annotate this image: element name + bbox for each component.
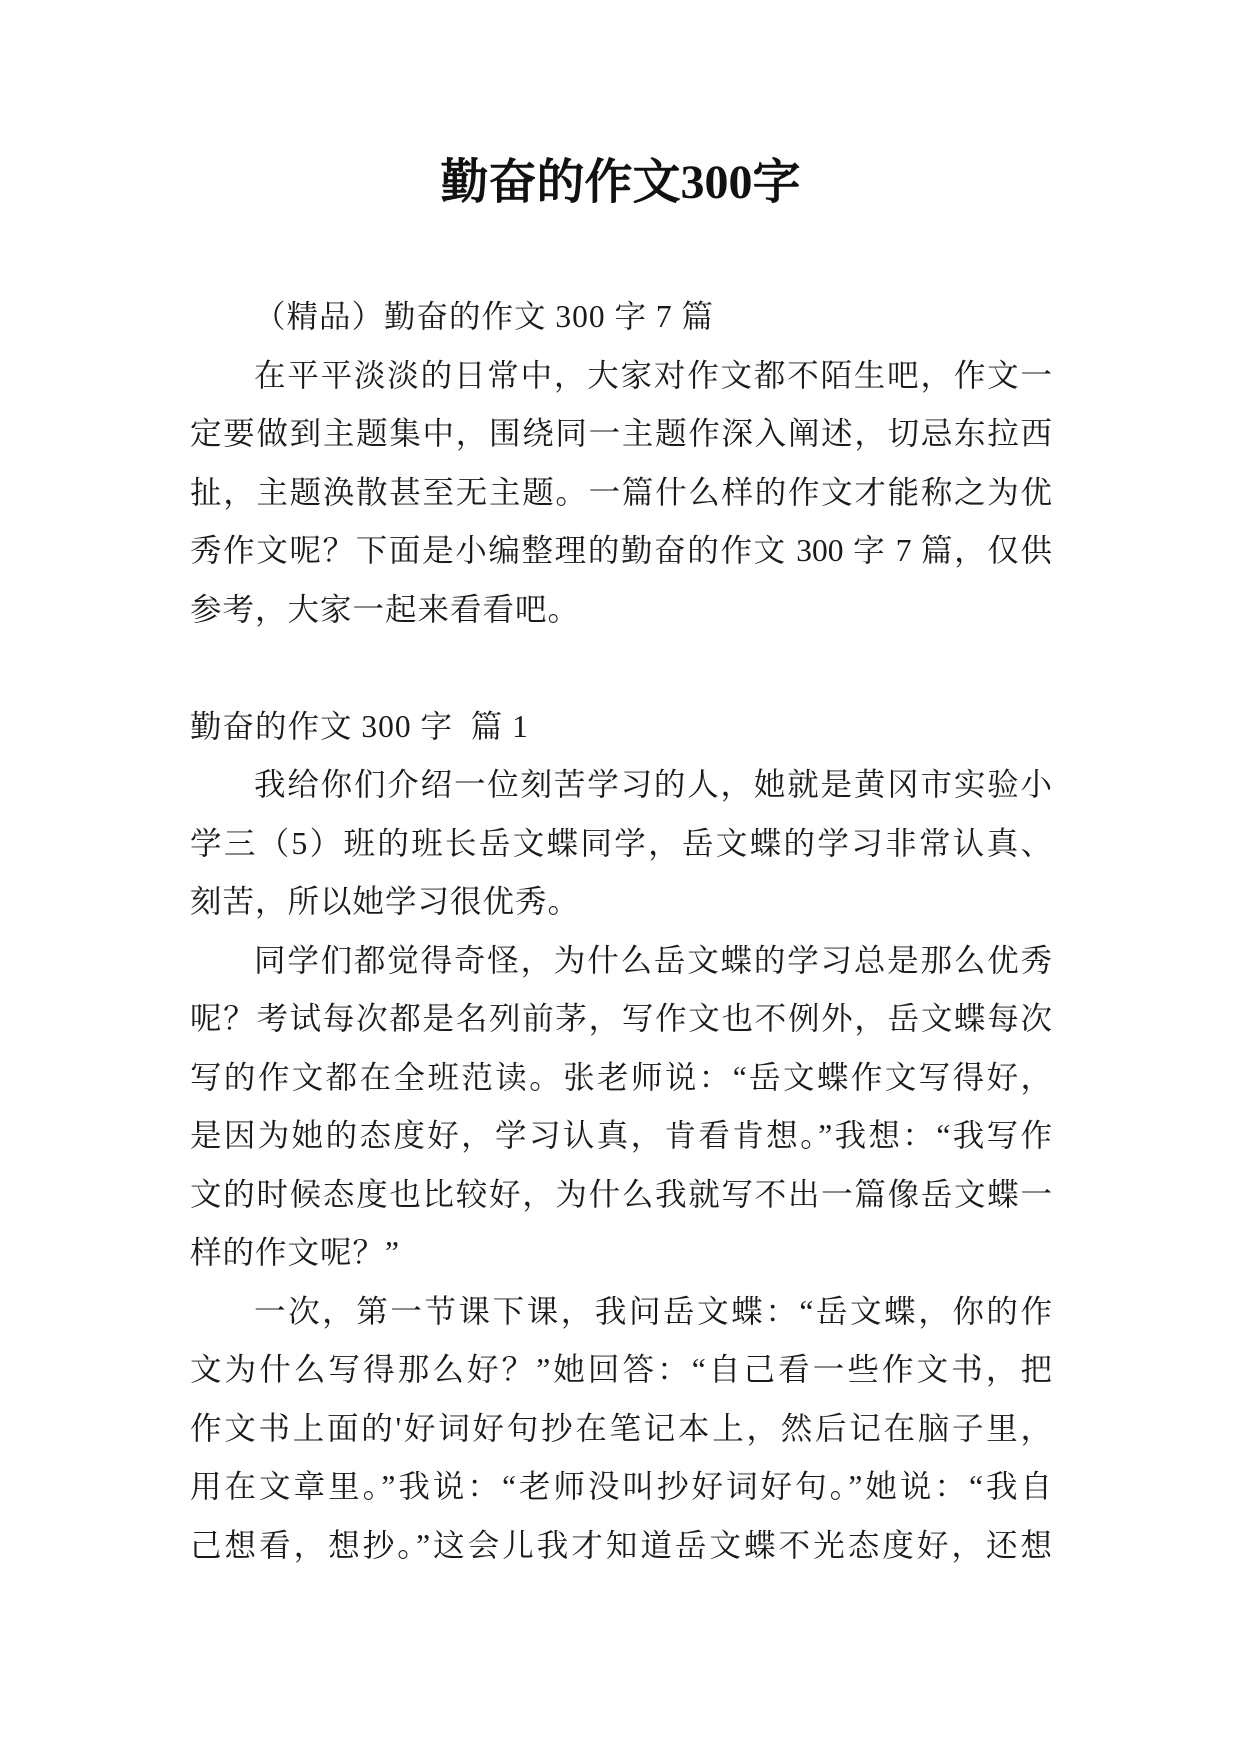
document-body: [190, 288, 1052, 1575]
paragraph: [190, 756, 1052, 932]
article-subtitle: （精品）勤奋的作文 300 字 7 篇: [254, 299, 715, 334]
paragraph-line: 作文书上面的'好词好句抄在笔记本上，然后记在脑子里，: [190, 1410, 1052, 1446]
paragraph-line: 文为什么写得那么好？”她回答：“自己看一些作文书，把: [190, 1352, 1052, 1387]
paragraph-line: 秀作文呢？下面是小编整理的勤奋的作文 300 字 7 篇，仅供: [190, 533, 1052, 568]
intro-paragraph: [190, 347, 1052, 640]
paragraph-line: 学三（5）班的班长岳文蝶同学，岳文蝶的学习非常认真、: [190, 825, 1052, 861]
paragraph-line: 定要做到主题集中，围绕同一主题作深入阐述，切忌东拉西: [190, 416, 1052, 451]
paragraph: [190, 1283, 1052, 1576]
paragraph-line: 一次，第一节课下课，我问岳文蝶：“岳文蝶，你的作: [254, 1293, 1052, 1329]
paragraph-line: 写的作文都在全班范读。张老师说：“岳文蝶作文写得好，: [190, 1059, 1052, 1095]
paragraph-line: 己想看，想抄。”这会儿我才知道岳文蝶不光态度好，还想: [190, 1527, 1052, 1563]
paragraph-line: 同学们都觉得奇怪，为什么岳文蝶的学习总是那么优秀: [254, 942, 1052, 978]
section-heading: 勤奋的作文 300 字 篇 1: [190, 708, 529, 744]
paragraph-line: 参考，大家一起来看看吧。: [190, 591, 581, 627]
paragraph-line: 是因为她的态度好，学习认真，肯看肯想。”我想：“我写作: [190, 1118, 1052, 1153]
paragraph-line: 在平平淡淡的日常中，大家对作文都不陌生吧，作文一: [254, 357, 1052, 393]
paragraph-line: 扯，主题涣散甚至无主题。一篇什么样的作文才能称之为优: [190, 474, 1052, 510]
paragraph: [190, 932, 1052, 1283]
paragraph-line: 刻苦，所以她学习很优秀。: [190, 884, 581, 919]
paragraph-line: 呢？考试每次都是名列前茅，写作文也不例外，岳文蝶每次: [190, 1001, 1052, 1036]
paragraph-spacer: [190, 639, 1052, 698]
paragraph-line: 用在文章里。”我说：“老师没叫抄好词好句。”她说：“我自: [190, 1469, 1052, 1504]
paragraph-line: 我给你们介绍一位刻苦学习的人，她就是黄冈市实验小: [254, 767, 1052, 802]
paragraph-line: 样的作文呢？”: [190, 1235, 400, 1270]
paragraph-line: 文的时候态度也比较好，为什么我就写不出一篇像岳文蝶一: [190, 1176, 1052, 1212]
document-title: 勤奋的作文300字: [440, 156, 801, 209]
